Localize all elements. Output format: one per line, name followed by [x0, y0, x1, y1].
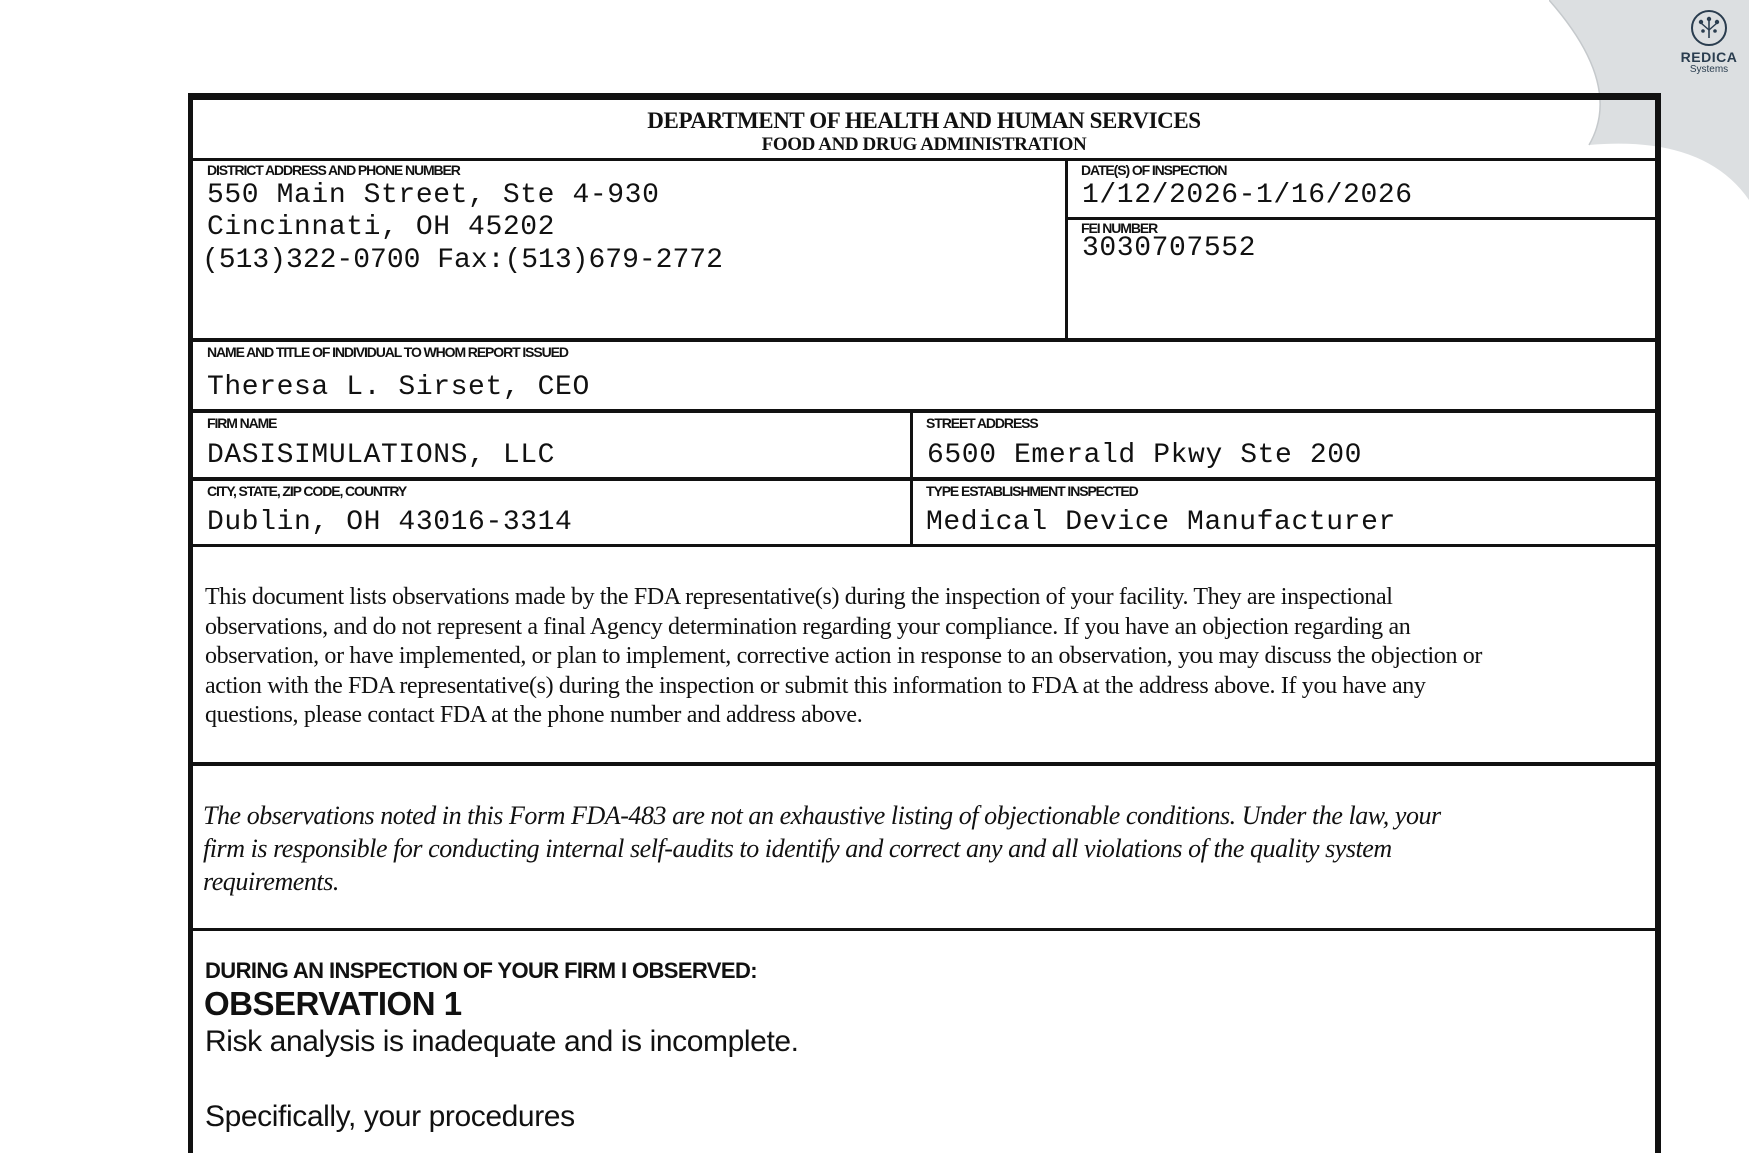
notice-line-2: observations, and do not represent a final Agency determination regarding your compliance. If you have an objection regarding an — [205, 613, 1411, 640]
city-state-zip: Dublin, OH 43016-3314 — [207, 507, 573, 538]
notice-line-3: observation, or have implemented, or plan to implement, corrective action in response to an observation, you may discuss the objection or — [205, 643, 1483, 669]
establishment-type: Medical Device Manufacturer — [926, 507, 1396, 538]
observations-intro: DURING AN INSPECTION OF YOUR FIRM I OBSERVED: — [205, 958, 757, 983]
logo-sub: Systems — [1689, 64, 1729, 75]
disclaimer-paragraph — [203, 799, 1658, 898]
notice-line-5: questions, please contact FDA at the phone number and address above. — [205, 702, 863, 728]
firm-name-label: FIRM NAME — [207, 415, 277, 431]
recipient-label: NAME AND TITLE OF INDIVIDUAL TO WHOM REPORT ISSUED — [207, 344, 568, 360]
department-title: DEPARTMENT OF HEALTH AND HUMAN SERVICES — [647, 108, 1201, 133]
district-address-line2: Cincinnati, OH 45202 — [207, 212, 556, 243]
notice-paragraph — [205, 583, 1660, 731]
district-label: DISTRICT ADDRESS AND PHONE NUMBER — [207, 162, 460, 178]
agency-title: FOOD AND DRUG ADMINISTRATION — [761, 134, 1087, 155]
inspection-dates: 1/12/2026-1/16/2026 — [1082, 180, 1413, 211]
district-address-line1: 550 Main Street, Ste 4-930 — [207, 180, 660, 211]
firm-name: DASISIMULATIONS, LLC — [207, 440, 556, 471]
observation-summary: Risk analysis is inadequate and is incomplete. — [205, 1025, 799, 1058]
disclaimer-line-2: firm is responsible for conducting internal self-audits to identify and correct any and all violations of the quality system — [203, 834, 1392, 863]
establishment-type-label: TYPE ESTABLISHMENT INSPECTED — [926, 483, 1138, 499]
disclaimer-line-3: requirements. — [203, 867, 339, 896]
recipient-name: Theresa L. Sirset, CEO — [207, 372, 590, 403]
fei-number: 3030707552 — [1082, 233, 1257, 264]
street-address: 6500 Emerald Pkwy Ste 200 — [927, 440, 1363, 471]
district-phone: (513)322-0700 Fax:(513)679-2772 — [202, 245, 723, 276]
street-address-label: STREET ADDRESS — [926, 415, 1038, 431]
observation-detail: Specifically, your procedures — [205, 1100, 575, 1133]
disclaimer-line-1: The observations noted in this Form FDA-483 are not an exhaustive listing of objectionable conditions. Under the law, your — [203, 801, 1441, 830]
logo-name: REDICA — [1680, 49, 1738, 65]
fda-483-form — [188, 93, 1661, 1153]
observation-title: OBSERVATION 1 — [204, 985, 462, 1022]
tree-circle-icon — [1689, 8, 1729, 48]
fei-label: FEI NUMBER — [1081, 220, 1158, 236]
notice-line-1: This document lists observations made by the FDA representative(s) during the inspection of your facility. They are inspectional — [205, 584, 1393, 610]
inspection-dates-label: DATE(S) OF INSPECTION — [1081, 162, 1227, 178]
city-label: CITY, STATE, ZIP CODE, COUNTRY — [207, 483, 407, 499]
notice-line-4: action with the FDA representative(s) during the inspection or submit this information to FDA at the address above. If you have any — [205, 672, 1426, 699]
